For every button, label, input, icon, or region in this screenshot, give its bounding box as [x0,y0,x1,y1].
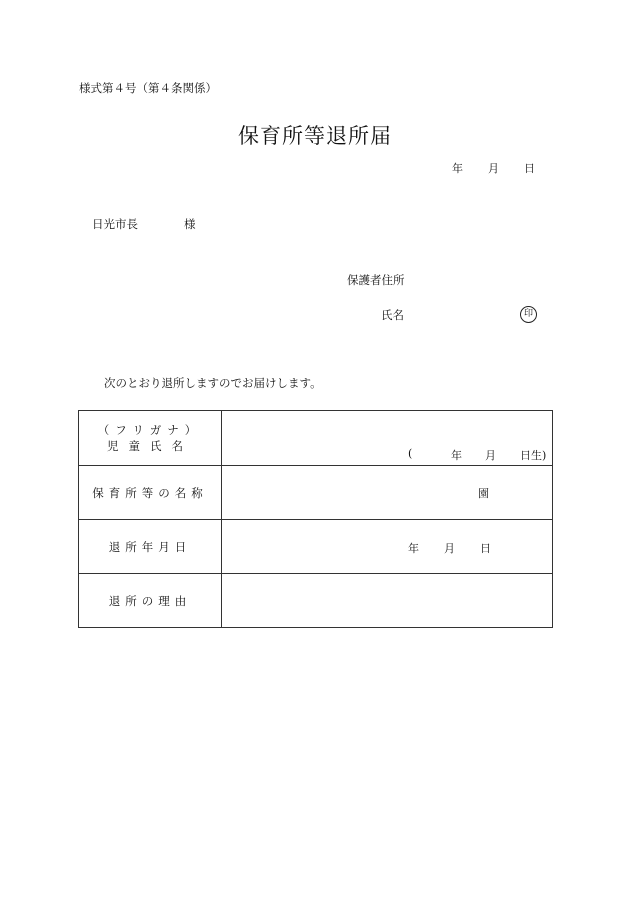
child-name-label: 児童氏名 [107,439,193,453]
addressee-name: 日光市長 [92,217,138,231]
date-month-label: 月 [488,162,499,175]
facility-suffix: 園 [478,487,489,500]
seal-mark: 印 [520,306,537,323]
withdrawal-date-row [79,520,553,574]
form-number: 様式第４号（第４条関係） [79,81,217,95]
intro-text: 次のとおり退所しますのでお届けします。 [104,376,322,390]
reason-field[interactable] [222,574,553,628]
child-name-row [79,411,553,466]
withdrawal-date-field[interactable] [222,520,553,574]
withdrawal-date-label: 退所年月日 [79,520,222,574]
birth-day-label: 日生) [520,449,547,462]
reason-row [79,574,553,628]
reason-label: 退所の理由 [79,574,222,628]
withdrawal-year-label: 年 [408,542,419,555]
child-name-label-cell [79,411,222,466]
birth-open-paren: ( [408,447,413,460]
document-title: 保育所等退所届 [238,124,392,148]
withdrawal-form-table [78,410,553,628]
date-year-label: 年 [452,162,463,175]
guardian-address-label: 保護者住所 [347,273,405,287]
facility-row [79,466,553,520]
furigana-label: （フリガナ） [97,423,203,437]
birth-year-label: 年 [451,449,462,462]
withdrawal-day-label: 日 [480,542,491,555]
facility-label: 保育所等の名称 [79,466,222,520]
withdrawal-month-label: 月 [444,542,455,555]
child-name-field[interactable] [222,411,553,466]
addressee-honorific: 様 [184,217,196,231]
guardian-name-label: 氏名 [381,308,404,322]
birth-month-label: 月 [485,449,496,462]
facility-name-field[interactable] [222,466,553,520]
date-day-label: 日 [524,162,535,175]
